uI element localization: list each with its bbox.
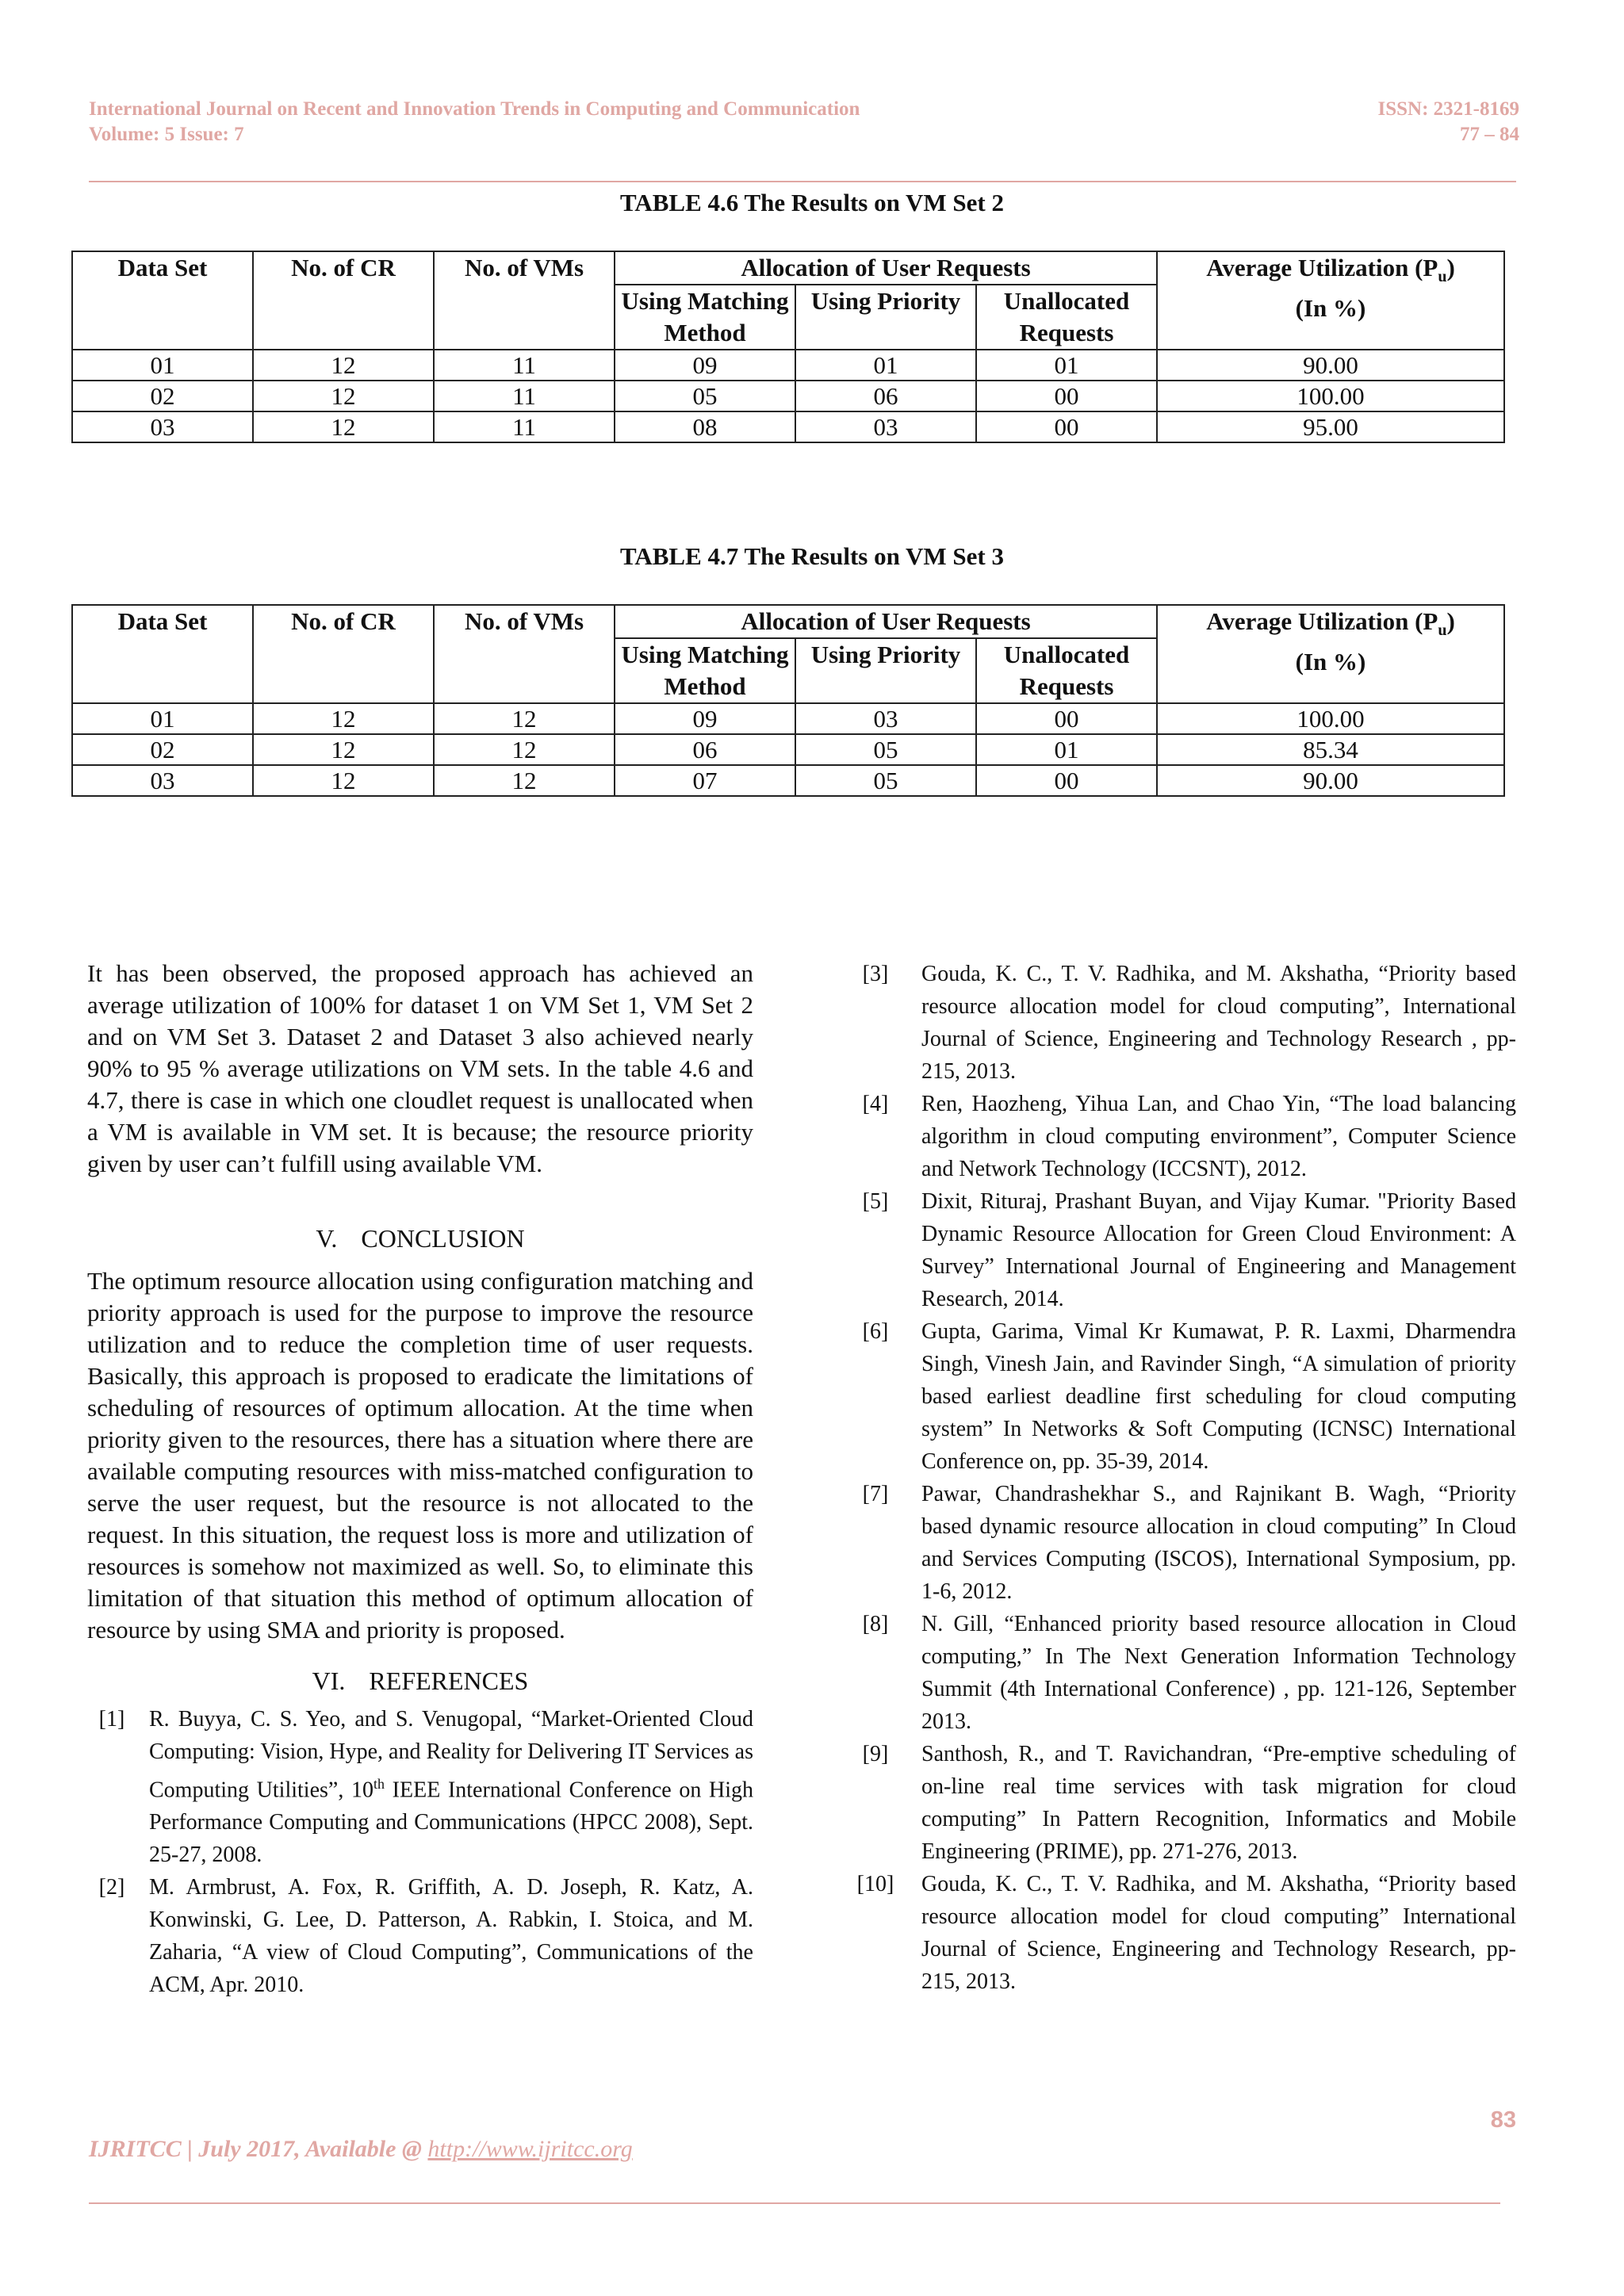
right-column	[833, 958, 1516, 1998]
reference-item: [5] Dixit, Rituraj, Prashant Buyan, and Vijay Kumar. "Priority Based Dynamic Resource Allocation for Green Cloud Environment: A Survey” International Journal of Engineering and Management Research, 2014.	[862, 1189, 1516, 1311]
running-header-right	[1378, 97, 1520, 147]
table-cell: 02	[72, 734, 253, 765]
left-column	[87, 958, 753, 2001]
table-cell: 03	[795, 411, 976, 442]
table-cell: 01	[795, 350, 976, 381]
running-header-left	[89, 97, 860, 147]
table-cell: 11	[434, 381, 615, 411]
header-using-priority: Using Priority	[795, 638, 976, 703]
table-cell: 100.00	[1157, 703, 1504, 734]
page-range: 77 – 84	[1460, 124, 1519, 145]
table-cell: 12	[253, 703, 434, 734]
table-row	[72, 734, 1504, 765]
header-data-set: Data Set	[72, 605, 253, 703]
volume-issue: Volume: 5 Issue: 7	[89, 124, 244, 145]
table-cell: 09	[615, 350, 795, 381]
table-cell: 08	[615, 411, 795, 442]
header-no-of-cr: No. of CR	[253, 251, 434, 350]
header-allocation: Allocation of User Requests	[615, 605, 1157, 638]
header-no-of-cr: No. of CR	[253, 605, 434, 703]
table-cell: 90.00	[1157, 765, 1504, 796]
table-cell: 05	[795, 734, 976, 765]
table-cell: 11	[434, 350, 615, 381]
header-using-matching: Using Matching Method	[615, 638, 795, 703]
header-no-of-vms: No. of VMs	[434, 251, 615, 350]
table-cell: 12	[253, 411, 434, 442]
table-cell: 07	[615, 765, 795, 796]
table-cell: 03	[72, 765, 253, 796]
conclusion-heading: V. CONCLUSION	[316, 1224, 525, 1253]
table-row	[72, 765, 1504, 796]
table-cell: 03	[72, 411, 253, 442]
table-cell: 09	[615, 703, 795, 734]
header-using-priority: Using Priority	[795, 285, 976, 350]
table-cell: 12	[253, 381, 434, 411]
results-table-vm-set-2	[71, 251, 1505, 443]
footer-rule	[89, 2202, 1500, 2204]
table-cell: 12	[253, 350, 434, 381]
results-table-vm-set-3	[71, 604, 1505, 797]
table-row	[72, 381, 1504, 411]
table-caption: TABLE 4.7 The Results on VM Set 3	[619, 542, 1004, 570]
header-allocation: Allocation of User Requests	[615, 251, 1157, 285]
reference-item: [4] Ren, Haozheng, Yihua Lan, and Chao Yin, “The load balancing algorithm in cloud computing environment”, Computer Science and Network Technology (ICCSNT), 2012.	[862, 1092, 1516, 1181]
table-cell: 85.34	[1157, 734, 1504, 765]
table-cell: 06	[615, 734, 795, 765]
table-row	[72, 703, 1504, 734]
table-cell: 100.00	[1157, 381, 1504, 411]
header-data-set: Data Set	[72, 251, 253, 350]
journal-title: International Journal on Recent and Innovation Trends in Computing and Communication	[89, 98, 860, 120]
table-row	[72, 411, 1504, 442]
reference-item: [6] Gupta, Garima, Vimal Kr Kumawat, P. R. Laxmi, Dharmendra Singh, Vinesh Jain, and Ravinder Singh, “A simulation of priority based earliest deadline first scheduling for cloud computing system” In Networks & Soft Computing (ICNSC) International Conference on, pp. 35-39, 2014.	[862, 1319, 1516, 1474]
table-cell: 00	[976, 765, 1157, 796]
table-cell: 03	[795, 703, 976, 734]
table-cell: 12	[434, 734, 615, 765]
reference-item: [9] Santhosh, R., and T. Ravichandran, “Pre-emptive scheduling of on-line real time services with task migration for cloud computing” In Pattern Recognition, Informatics and Mobile Engineering (PRIME), pp. 271-276, 2013.	[862, 1742, 1516, 1864]
reference-item: [8] N. Gill, “Enhanced priority based resource allocation in Cloud computing,” In The Next Generation Information Technology Summit (4th International Conference) , pp. 121-126, September 2013.	[862, 1612, 1516, 1734]
table-cell: 06	[795, 381, 976, 411]
reference-item: [3] Gouda, K. C., T. V. Radhika, and M. Akshatha, “Priority based resource allocation model for cloud computing”, International Journal of Science, Engineering and Technology Research , pp-215, 2013.	[862, 962, 1516, 1084]
table-cell: 12	[434, 765, 615, 796]
table-cell: 00	[976, 411, 1157, 442]
table-cell: 00	[976, 703, 1157, 734]
header-using-matching: Using Matching Method	[615, 285, 795, 350]
table-cell: 01	[976, 350, 1157, 381]
table-caption: TABLE 4.6 The Results on VM Set 2	[619, 189, 1004, 216]
reference-item: [1] R. Buyya, C. S. Yeo, and S. Venugopal, “Market-Oriented Cloud Computing: Vision, Hype, and Reality for Delivering IT Services as Computing Utilities”, 10th IEEE International Conference on High Performance Computing and Communications (HPCC 2008), Sept. 25-27, 2008.	[98, 1707, 753, 1868]
table-cell: 01	[976, 734, 1157, 765]
header-unallocated: Unallocated Requests	[976, 638, 1157, 703]
header-rule	[89, 181, 1516, 182]
reference-item: [7] Pawar, Chandrashekhar S., and Rajnikant B. Wagh, “Priority based dynamic resource allocation in cloud computing” In Cloud and Services Computing (ISCOS), International Symposium, pp. 1-6, 2012.	[862, 1482, 1516, 1604]
observation-paragraph: It has been observed, the proposed approach has achieved an average utilization of 100% for dataset 1 on VM Set 1, VM Set 2 and on VM Set 3. Dataset 2 and Dataset 3 also achieved nearly 90% to 95 % average utilizations on VM sets. In the table 4.6 and 4.7, there is case in which one cloudlet request is unallocated when a VM is available in VM set. It is because; the resource priority given by user can’t fulfill using available VM.	[87, 959, 753, 1177]
reference-item: [10] Gouda, K. C., T. V. Radhika, and M. Akshatha, “Priority based resource allocation model for cloud computing” International Journal of Science, Engineering and Technology Research, pp-215, 2013.	[856, 1872, 1516, 1994]
table-cell: 00	[976, 381, 1157, 411]
page-number: 83	[1490, 2107, 1516, 2133]
header-average-utilization: Average Utilization $(P_u)$ (In %)	[1157, 251, 1504, 350]
header-unallocated: Unallocated Requests	[976, 285, 1157, 350]
table-cell: 95.00	[1157, 411, 1504, 442]
header-average-utilization: Average Utilization $(P_u)$ (In %)	[1157, 605, 1504, 703]
table-cell: 05	[615, 381, 795, 411]
table-cell: 12	[434, 703, 615, 734]
table-cell: 02	[72, 381, 253, 411]
table-cell: 12	[253, 734, 434, 765]
page-footer: IJRITCC | July 2017, Available @ http://www.ijritcc.org	[89, 2136, 633, 2162]
references-heading: VI. REFERENCES	[312, 1667, 529, 1695]
reference-item: [2] M. Armbrust, A. Fox, R. Griffith, A. D. Joseph, R. Katz, A. Konwinski, G. Lee, D. Patterson, A. Rabkin, I. Stoica, and M. Zaharia, “A view of Cloud Computing”, Communications of the ACM, Apr. 2010.	[98, 1875, 753, 1998]
table-cell: 11	[434, 411, 615, 442]
journal-link[interactable]: http://www.ijritcc.org	[427, 2136, 633, 2162]
table-row	[72, 350, 1504, 381]
issn: ISSN: 2321-8169	[1377, 98, 1519, 120]
table-cell: 05	[795, 765, 976, 796]
table-cell: 01	[72, 703, 253, 734]
header-no-of-vms: No. of VMs	[434, 605, 615, 703]
table-cell: 12	[253, 765, 434, 796]
conclusion-paragraph: The optimum resource allocation using configuration matching and priority approach is used for the purpose to improve the resource utilization and to reduce the completion time of user requests. Basically, this approach is proposed to eradicate the limitations of scheduling of resources of optimum allocation. At the time when priority given to the resources, there has a situation where there are available computing resources with miss-matched configuration to serve the user request, but the resource is not allocated to the request. In this situation, the request loss is more and utilization of resources is somehow not maximized as well. So, to eliminate this limitation of that situation this method of optimum allocation of resource by using SMA and priority is proposed.	[87, 1267, 753, 1644]
table-cell: 01	[72, 350, 253, 381]
table-cell: 90.00	[1157, 350, 1504, 381]
